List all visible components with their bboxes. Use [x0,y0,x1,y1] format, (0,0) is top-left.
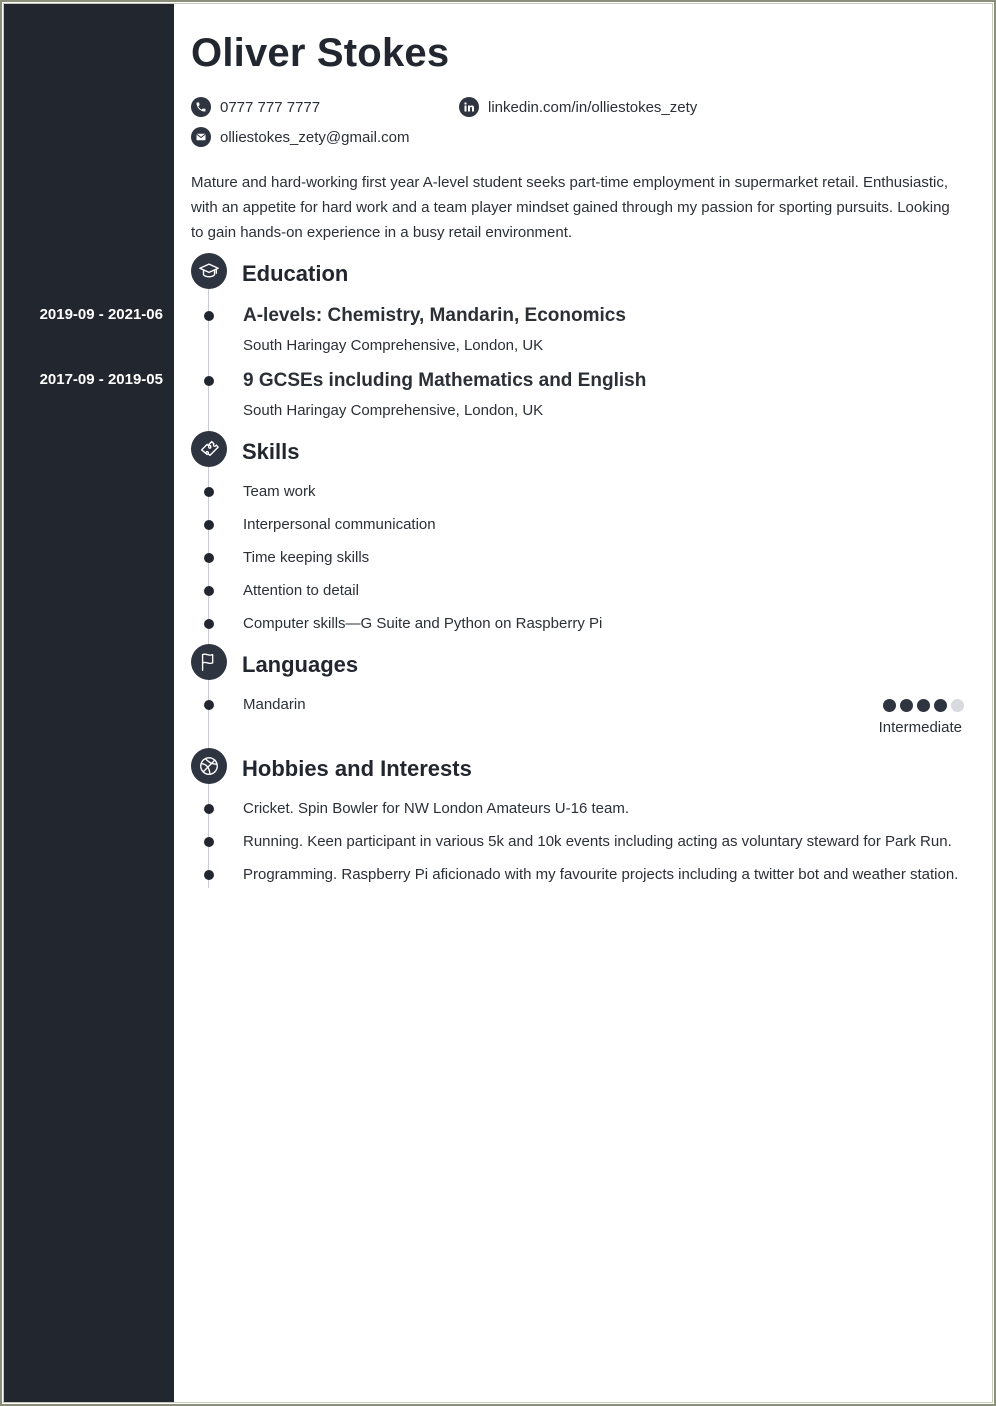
education-school: South Haringay Comprehensive, London, UK [243,402,544,419]
basketball-icon [191,748,227,784]
hobbies-heading: Hobbies and Interests [242,756,472,781]
education-qualification: A-levels: Chemistry, Mandarin, Economics [243,305,626,326]
puzzle-piece-icon [191,431,227,467]
summary-paragraph: Mature and hard-working first year A-level student seeks part-time employment in supermarket retail. Enthusiastic, with an appetite for hard work and a team player mindset gained through my passion for sporting pursuits. Looking to gain hands-on experience in a busy retail environment. [191,174,950,241]
linkedin-text[interactable]: linkedin.com/in/olliestokes_zety [488,98,698,116]
timeline-dot [204,804,214,814]
contact-phone [191,97,320,117]
rating-dot [883,699,896,712]
education-date: 2017-09 - 2019-05 [39,371,163,388]
timeline-dot [204,553,214,563]
sidebar [3,3,174,1403]
timeline-dot [204,376,214,386]
email-icon [191,127,211,147]
timeline-dot [204,837,214,847]
language-name: Mandarin [243,696,306,713]
timeline-dot [204,311,214,321]
graduation-cap-icon [191,253,227,289]
email-text[interactable]: olliestokes_zety@gmail.com [220,128,410,146]
timeline-dot [204,870,214,880]
skill-item: Team work [243,483,316,500]
skill-item: Time keeping skills [243,549,370,566]
timeline-dot [204,487,214,497]
hobby-item: Cricket. Spin Bowler for NW London Amateurs U-16 team. [243,800,629,817]
contact-email[interactable] [191,127,409,147]
rating-dot [951,699,964,712]
candidate-name: Oliver Stokes [191,31,450,75]
rating-dot [917,699,930,712]
rating-dot [900,699,913,712]
skill-item: Computer skills—G Suite and Python on Raspberry Pi [243,615,603,632]
timeline-dot [204,520,214,530]
hobby-item: Programming. Raspberry Pi aficionado with my favourite projects including a twitter bot and weather station. [243,866,959,883]
phone-icon [191,97,211,117]
language-level: Intermediate [878,719,962,736]
skill-item: Attention to detail [243,582,359,599]
hobby-item: Running. Keen participant in various 5k and 10k events including acting as voluntary steward for Park Run. [243,833,952,850]
education-date: 2019-09 - 2021-06 [39,306,163,323]
timeline-dot [204,700,214,710]
phone-text: 0777 777 7777 [220,98,321,116]
timeline-dot [204,619,214,629]
skill-item: Interpersonal communication [243,516,436,533]
timeline-dot [204,586,214,596]
rating-dot [934,699,947,712]
skills-heading: Skills [242,439,300,464]
languages-heading: Languages [242,652,359,677]
language-rating [883,699,968,712]
linkedin-icon [459,97,479,117]
flag-icon [191,644,227,680]
contact-linkedin[interactable] [459,97,697,117]
education-heading: Education [242,261,349,286]
education-school: South Haringay Comprehensive, London, UK [243,337,544,354]
education-qualification: 9 GCSEs including Mathematics and English [243,370,647,391]
